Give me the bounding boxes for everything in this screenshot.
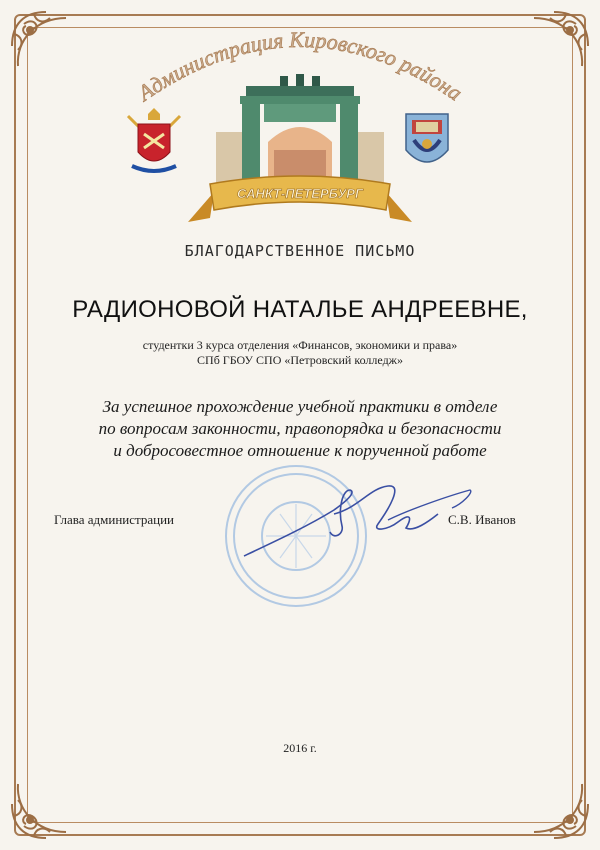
signatory-position: Глава администрации — [54, 512, 175, 527]
reason-line: по вопросам законности, правопорядка и безопасности — [98, 419, 502, 438]
subtitle-line: студентки 3 курса отделения «Финансов, экономики и права» — [142, 338, 458, 352]
subtitle-line: СПб ГБОУ СПО «Петровский колледж» — [197, 353, 403, 367]
recipient-name: РАДИОНОВОЙ НАТАЛЬЕ АНДРЕЕВНЕ, — [72, 296, 528, 323]
spb-coat-of-arms-icon — [122, 108, 186, 180]
signatory-name: С.В. Иванов — [448, 512, 516, 527]
kirovsky-coat-of-arms-icon — [402, 110, 452, 174]
corner-ornament-icon — [6, 770, 80, 844]
reason-line: и добросовестное отношение к порученной работе — [113, 441, 487, 460]
corner-ornament-icon — [520, 770, 594, 844]
corner-ornament-icon — [520, 6, 594, 80]
corner-ornament-icon — [6, 6, 80, 80]
gratitude-reason — [0, 396, 600, 462]
recipient-subtitle — [0, 338, 600, 368]
header-arc-text: Администрация Кировского района — [133, 26, 467, 106]
ribbon-text: САНКТ-ПЕТЕРБУРГ — [237, 186, 363, 201]
narva-arch-icon — [180, 72, 420, 232]
reason-line: За успешное прохождение учебной практики в отделе — [102, 397, 498, 416]
document-title: БЛАГОДАРСТВЕННОЕ ПИСЬМО — [184, 242, 416, 260]
document-year: 2016 г. — [283, 741, 317, 755]
